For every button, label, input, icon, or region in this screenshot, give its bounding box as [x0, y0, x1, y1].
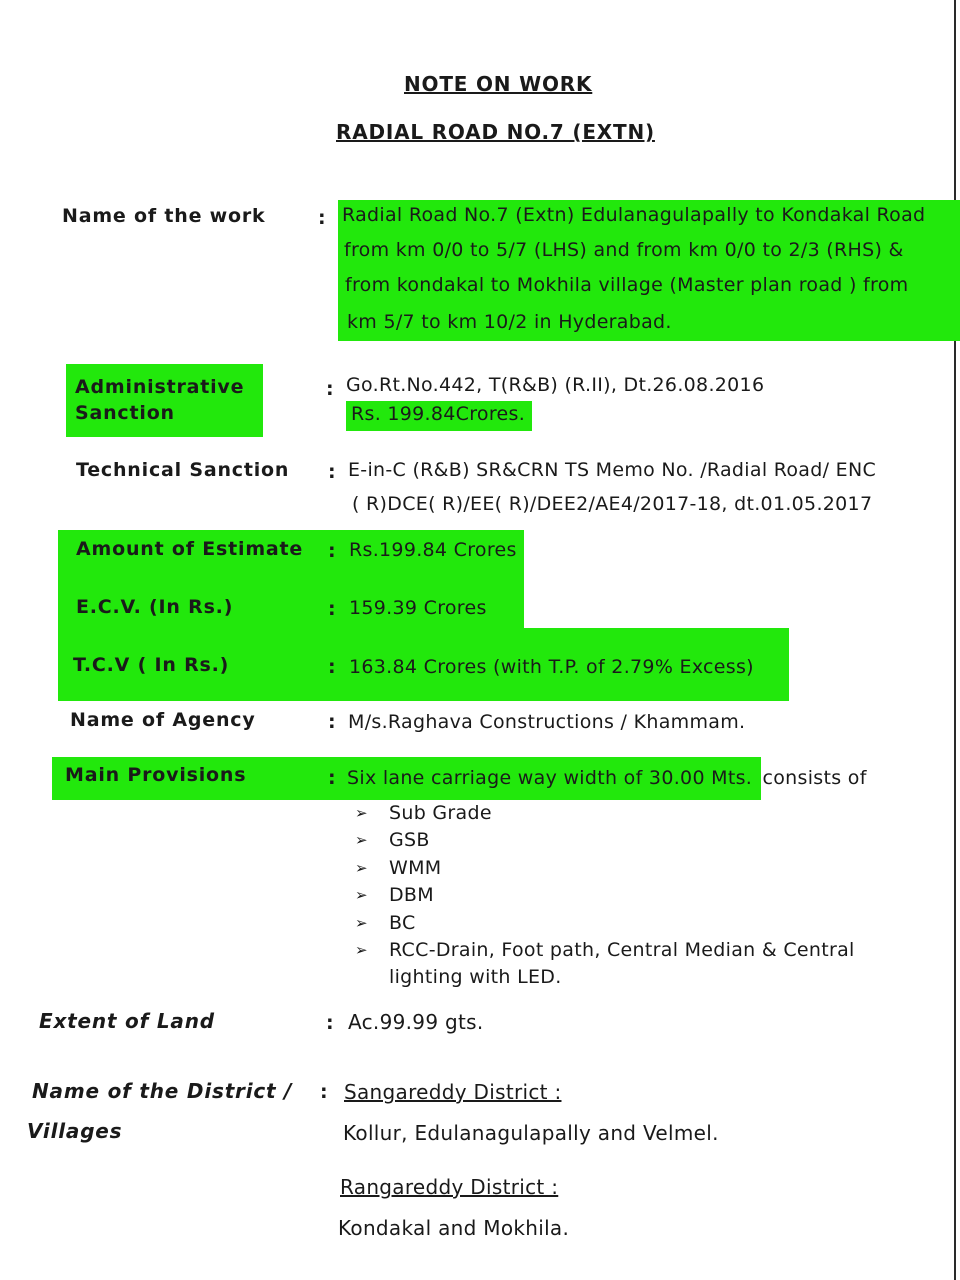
technical-sanction-line-2: ( R)DCE( R)/EE( R)/DEE2/AE4/2017-18, dt.01.05.2017	[352, 493, 873, 515]
name-of-work-line-1: Radial Road No.7 (Extn) Edulanagulapally to Kondakal Road	[342, 204, 926, 226]
list-item: ➢ Sub Grade	[355, 800, 855, 827]
arrow-bullet-icon: ➢	[355, 804, 368, 822]
page-edge-line	[954, 0, 956, 1280]
district-1-villages: Kollur, Edulanagulapally and Velmel.	[343, 1121, 719, 1145]
agency-label: Name of Agency	[70, 709, 256, 731]
arrow-bullet-icon: ➢	[355, 941, 368, 960]
arrow-bullet-icon: ➢	[355, 886, 368, 905]
administrative-sanction-amount: Rs. 199.84Crores.	[351, 403, 526, 425]
colon: :	[318, 207, 326, 229]
list-item: ➢ BC	[355, 910, 855, 937]
colon: :	[326, 378, 334, 400]
name-of-work-line-4: km 5/7 to km 10/2 in Hyderabad.	[347, 311, 672, 333]
extent-of-land-label: Extent of Land	[39, 1009, 215, 1033]
district-label-1: Name of the District /	[32, 1079, 293, 1103]
colon: :	[328, 711, 336, 733]
document-title: NOTE ON WORK	[404, 72, 593, 96]
district-label-2: Villages	[27, 1119, 123, 1143]
amount-of-estimate-value: Rs.199.84 Crores	[349, 539, 517, 561]
colon: :	[328, 598, 336, 620]
list-item: ➢ GSB	[355, 827, 855, 854]
name-of-work-line-2: from km 0/0 to 5/7 (LHS) and from km 0/0 to 2/3 (RHS) &	[344, 239, 904, 261]
colon: :	[320, 1081, 328, 1103]
arrow-bullet-icon: ➢	[355, 831, 368, 850]
highlight-administrative-label	[66, 364, 263, 437]
arrow-bullet-icon: ➢	[355, 913, 368, 932]
tcv-value: 163.84 Crores (with T.P. of 2.79% Excess)	[349, 656, 754, 678]
name-of-work-line-3: from kondakal to Mokhila village (Master plan road ) from	[345, 274, 909, 296]
main-provisions-value	[347, 767, 867, 789]
main-provisions-rest-text: consists of	[762, 767, 867, 789]
administrative-sanction-label-1: Administrative	[75, 376, 245, 398]
amount-of-estimate-label: Amount of Estimate	[76, 538, 304, 560]
list-item-continuation: lighting with LED.	[389, 966, 562, 989]
ecv-value: 159.39 Crores	[349, 597, 487, 619]
ecv-label: E.C.V. (In Rs.)	[76, 596, 234, 618]
provisions-list	[355, 800, 855, 992]
colon: :	[328, 767, 336, 789]
tcv-label: T.C.V ( In Rs.)	[73, 654, 230, 676]
name-of-work-label: Name of the work	[62, 205, 266, 227]
district-2-villages: Kondakal and Mokhila.	[338, 1216, 570, 1240]
colon: :	[326, 1012, 334, 1034]
agency-value: M/s.Raghava Constructions / Khammam.	[348, 711, 746, 733]
technical-sanction-line-1: E-in-C (R&B) SR&CRN TS Memo No. /Radial Road/ ENC	[348, 459, 877, 481]
arrow-bullet-icon: ➢	[355, 858, 368, 877]
colon: :	[328, 656, 336, 678]
main-provisions-label: Main Provisions	[65, 764, 247, 786]
colon: :	[328, 540, 336, 562]
list-item: ➢ WMM	[355, 855, 855, 882]
district-2-name: Rangareddy District :	[340, 1175, 559, 1199]
colon: :	[328, 461, 336, 483]
district-1-name: Sangareddy District :	[344, 1080, 562, 1104]
main-provisions-highlighted-text: Six lane carriage way width of 30.00 Mts.	[347, 767, 753, 789]
administrative-sanction-go: Go.Rt.No.442, T(R&B) (R.II), Dt.26.08.2016	[346, 374, 765, 396]
document-subtitle: RADIAL ROAD NO.7 (EXTN)	[336, 120, 655, 144]
technical-sanction-label: Technical Sanction	[76, 459, 290, 481]
list-item: ➢ DBM	[355, 882, 855, 909]
extent-of-land-value: Ac.99.99 gts.	[348, 1010, 484, 1034]
administrative-sanction-label-2: Sanction	[75, 402, 175, 424]
list-item: ➢ RCC-Drain, Foot path, Central Median & Central lighting with LED.	[355, 939, 855, 989]
